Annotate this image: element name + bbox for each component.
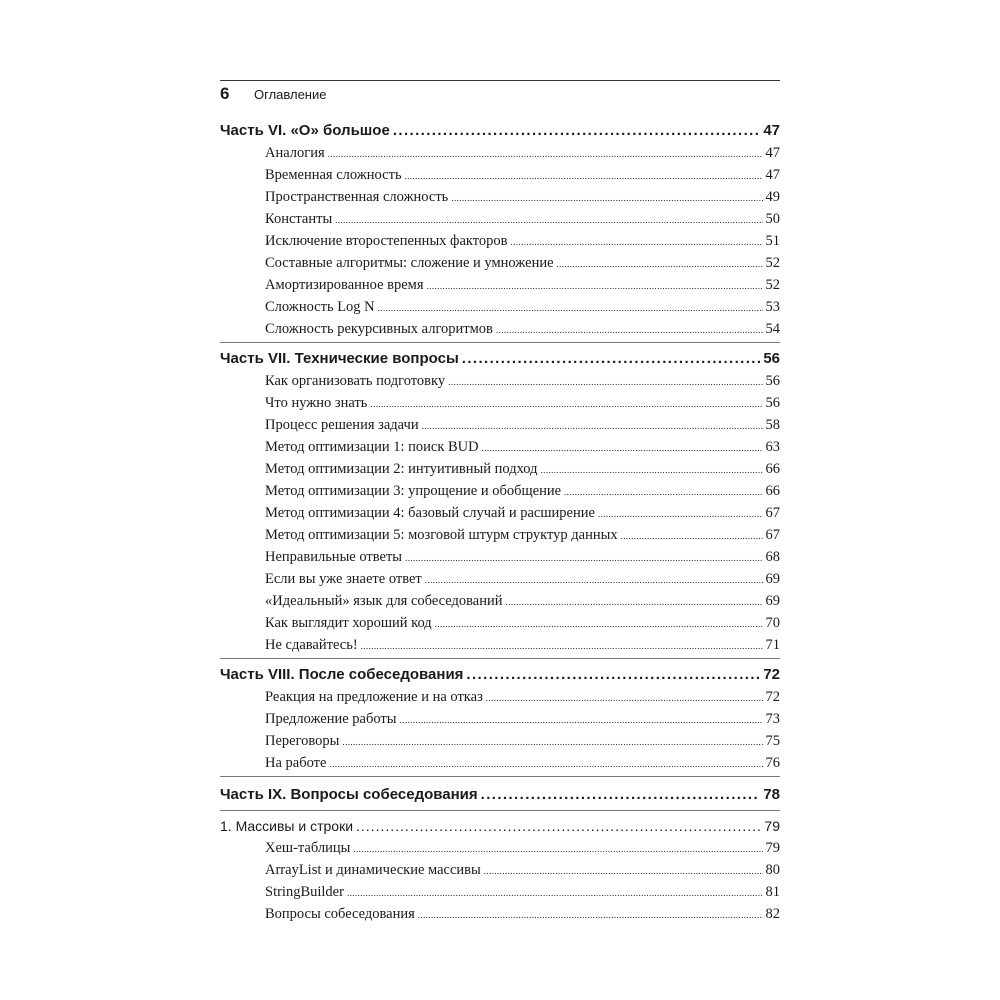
part-page: 78	[763, 786, 780, 803]
dot-leader	[451, 193, 762, 203]
entry-page: 67	[765, 527, 780, 543]
part-title: Часть IX. Вопросы собеседования	[220, 786, 478, 803]
toc-entry[interactable]	[220, 755, 780, 772]
entry-title: Константы	[265, 211, 333, 227]
entry-page: 66	[765, 461, 780, 477]
chapter-page: 79	[764, 818, 780, 834]
toc-entry[interactable]	[220, 417, 780, 434]
entry-title: Процесс решения задачи	[265, 417, 419, 433]
dot-leader	[486, 693, 763, 703]
entry-title: Как организовать подготовку	[265, 373, 446, 389]
entry-page: 66	[765, 483, 780, 499]
dot-leader	[425, 575, 763, 585]
dot-leader	[328, 149, 763, 159]
toc-entry[interactable]	[220, 483, 780, 500]
toc-part-heading[interactable]	[220, 350, 780, 367]
toc-entry[interactable]	[220, 593, 780, 610]
dot-leader	[370, 399, 762, 409]
toc-entry[interactable]	[220, 549, 780, 566]
entry-page: 82	[765, 906, 780, 922]
toc-entry[interactable]	[220, 395, 780, 412]
entry-title: StringBuilder	[265, 884, 344, 900]
toc-entry[interactable]	[220, 505, 780, 522]
toc-entry[interactable]	[220, 439, 780, 456]
toc-entry[interactable]	[220, 167, 780, 184]
part-title: Часть VI. «O» большое	[220, 122, 390, 139]
section-divider	[220, 658, 780, 659]
entry-page: 70	[765, 615, 780, 631]
entry-title: Составные алгоритмы: сложение и умножение	[265, 255, 554, 271]
entry-title: Метод оптимизации 5: мозговой штурм структур данных	[265, 527, 618, 543]
entry-title: Метод оптимизации 1: поиск BUD	[265, 439, 479, 455]
part-page: 72	[763, 666, 780, 683]
dot-leader	[335, 215, 762, 225]
entry-title: Временная сложность	[265, 167, 402, 183]
toc-entry[interactable]	[220, 461, 780, 478]
dot-leader	[448, 377, 762, 387]
entry-title: Если вы уже знаете ответ	[265, 571, 422, 587]
dot-leader	[361, 641, 763, 651]
toc-entry[interactable]	[220, 637, 780, 654]
entry-title: Неправильные ответы	[265, 549, 403, 565]
entry-page: 52	[765, 277, 780, 293]
entry-title: Не сдавайтесь!	[265, 637, 358, 653]
entry-page: 72	[765, 689, 780, 705]
dot-leader	[427, 281, 763, 291]
dot-leader	[511, 237, 763, 247]
running-title: Оглавление	[254, 87, 327, 102]
section-divider	[220, 342, 780, 343]
entry-title: «Идеальный» язык для собеседований	[265, 593, 503, 609]
entry-page: 73	[765, 711, 780, 727]
toc-chapter-heading[interactable]	[220, 818, 780, 834]
entry-page: 67	[765, 505, 780, 521]
entry-page: 52	[765, 255, 780, 271]
dot-leader	[557, 259, 763, 269]
dot-leader	[405, 553, 762, 563]
part-page: 56	[763, 350, 780, 367]
dot-leader	[378, 303, 763, 313]
entry-title: Аналогия	[265, 145, 325, 161]
dot-leader	[506, 597, 763, 607]
toc-entry[interactable]	[220, 145, 780, 162]
toc-part-heading[interactable]	[220, 666, 780, 683]
toc-entry[interactable]	[220, 233, 780, 250]
chapter-title: 1. Массивы и строки	[220, 818, 354, 834]
toc-entry[interactable]	[220, 527, 780, 544]
toc-entry[interactable]	[220, 299, 780, 316]
toc-entry[interactable]	[220, 884, 780, 901]
toc-entry[interactable]	[220, 255, 780, 272]
entry-title: Как выглядит хороший код	[265, 615, 432, 631]
entry-page: 56	[765, 395, 780, 411]
entry-page: 47	[765, 167, 780, 183]
entry-page: 54	[765, 321, 780, 337]
toc-entry[interactable]	[220, 733, 780, 750]
entry-page: 50	[765, 211, 780, 227]
toc-entry[interactable]	[220, 840, 780, 857]
entry-page: 71	[765, 637, 780, 653]
dot-leader	[482, 443, 763, 453]
toc-part-heading[interactable]	[220, 786, 780, 803]
dot-leader	[598, 509, 763, 519]
dot-leader	[496, 325, 763, 335]
entry-title: На работе	[265, 755, 327, 771]
dot-leader	[541, 465, 763, 475]
toc-entry[interactable]	[220, 711, 780, 728]
entry-page: 80	[765, 862, 780, 878]
dot-leader	[353, 844, 762, 854]
entry-title: Что нужно знать	[265, 395, 368, 411]
dot-leader	[342, 737, 762, 747]
entry-title: Реакция на предложение и на отказ	[265, 689, 483, 705]
page-header	[220, 84, 780, 106]
entry-title: Метод оптимизации 2: интуитивный подход	[265, 461, 538, 477]
entry-page: 63	[765, 439, 780, 455]
header-rule	[220, 80, 780, 81]
dot-leader	[435, 619, 763, 629]
entry-page: 58	[765, 417, 780, 433]
entry-page: 47	[765, 145, 780, 161]
entry-title: Предложение работы	[265, 711, 397, 727]
entry-page: 68	[765, 549, 780, 565]
entry-title: Хеш-таблицы	[265, 840, 351, 856]
section-divider	[220, 776, 780, 777]
section-divider	[220, 810, 780, 811]
entry-title: Переговоры	[265, 733, 340, 749]
entry-page: 49	[765, 189, 780, 205]
toc-entry[interactable]	[220, 189, 780, 206]
entry-title: ArrayList и динамические массивы	[265, 862, 481, 878]
part-page: 47	[763, 122, 780, 139]
entry-page: 79	[765, 840, 780, 856]
toc-entry[interactable]	[220, 615, 780, 632]
dot-leader	[484, 866, 763, 876]
entry-page: 53	[765, 299, 780, 315]
dot-leader	[393, 122, 761, 139]
page-number: 6	[220, 84, 230, 103]
dot-leader	[621, 531, 763, 541]
toc-entry[interactable]	[220, 321, 780, 338]
entry-title: Сложность Log N	[265, 299, 375, 315]
entry-page: 69	[765, 571, 780, 587]
entry-title: Метод оптимизации 4: базовый случай и расширение	[265, 505, 595, 521]
entry-title: Амортизированное время	[265, 277, 424, 293]
entry-page: 56	[765, 373, 780, 389]
toc-entry[interactable]	[220, 277, 780, 294]
dot-leader	[564, 487, 762, 497]
toc-entry[interactable]	[220, 571, 780, 588]
entry-title: Метод оптимизации 3: упрощение и обобщение	[265, 483, 562, 499]
entry-page: 75	[765, 733, 780, 749]
toc-entry[interactable]	[220, 373, 780, 390]
part-title: Часть VII. Технические вопросы	[220, 350, 459, 367]
entry-page: 69	[765, 593, 780, 609]
entry-title: Пространственная сложность	[265, 189, 449, 205]
dot-leader	[422, 421, 763, 431]
part-title: Часть VIII. После собеседования	[220, 666, 464, 683]
entry-title: Исключение второстепенных факторов	[265, 233, 508, 249]
entry-page: 81	[765, 884, 780, 900]
dot-leader	[356, 818, 761, 834]
toc-entry[interactable]	[220, 689, 780, 706]
toc-entry[interactable]	[220, 906, 780, 923]
dot-leader	[462, 350, 761, 367]
dot-leader	[329, 759, 762, 769]
entry-title: Сложность рекурсивных алгоритмов	[265, 321, 493, 337]
dot-leader	[466, 666, 760, 683]
dot-leader	[418, 910, 763, 920]
dot-leader	[405, 171, 763, 181]
dot-leader	[481, 786, 761, 803]
dot-leader	[400, 715, 763, 725]
entry-title: Вопросы собеседования	[265, 906, 415, 922]
toc-entry[interactable]	[220, 211, 780, 228]
entry-page: 76	[765, 755, 780, 771]
dot-leader	[347, 888, 763, 898]
toc-part-heading[interactable]	[220, 122, 780, 139]
toc-entry[interactable]	[220, 862, 780, 879]
entry-page: 51	[765, 233, 780, 249]
